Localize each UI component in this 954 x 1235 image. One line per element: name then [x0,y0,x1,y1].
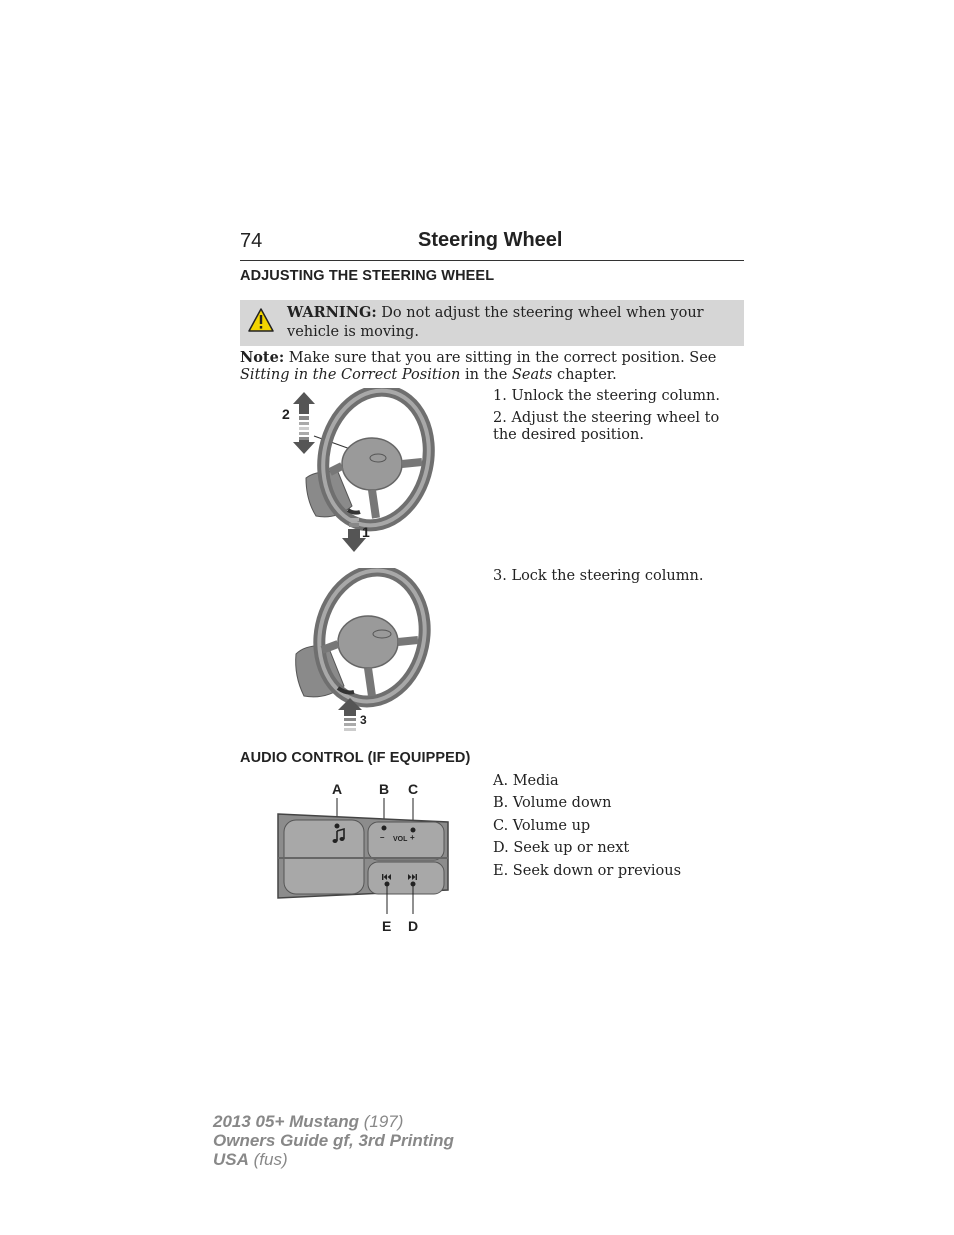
section-heading-audio-control: AUDIO CONTROL (IF EQUIPPED) [240,750,471,766]
footer-code: (197) [359,1112,404,1131]
page-footer [213,1112,454,1169]
step-3: 3. Lock the steering column. [493,568,704,584]
step-1: 1. Unlock the steering column. [493,388,720,404]
note-label: Note: [240,349,285,366]
warning-text [287,303,737,342]
footer-edition: Owners Guide gf, 3rd Printing [213,1131,454,1150]
audio-list-item-media: A. Media [493,773,559,789]
footer-market: USA [213,1150,249,1169]
vol-label: VOL [393,836,408,843]
warning-label: WARNING: [287,304,377,321]
callout-3: 3 [360,713,367,727]
up-arrow-icon [293,392,315,414]
callout-2: 2 [282,406,290,422]
callout-b: B [379,781,390,797]
audio-list-item-volume-down: B. Volume down [493,795,612,811]
note-reference-seats: Seats [511,367,553,383]
chapter-title: Steering Wheel [418,229,563,251]
footer-line-1 [213,1112,454,1131]
footer-model: 2013 05+ Mustang [213,1112,359,1131]
page-number: 74 [240,230,263,252]
footer-line-3 [213,1150,454,1169]
note-text: in the [460,367,512,383]
note-reference-sitting: Sitting in the Correct Position [240,367,461,383]
volume-up-symbol: + [410,833,415,842]
warning-box [240,300,744,346]
warning-triangle-icon [248,308,274,332]
steering-wheel-adjust-figure [276,388,456,556]
section-heading-adjusting: ADJUSTING THE STEERING WHEEL [240,268,495,284]
footer-line-2 [213,1131,454,1150]
step-2: 2. Adjust the steering wheel to the desired position. [493,410,720,443]
callout-a: A [332,781,343,797]
page-header [240,228,744,261]
audio-control-figure [276,778,454,938]
note-paragraph [240,349,744,384]
volume-down-symbol: – [380,833,385,842]
callout-d: D [408,918,419,934]
steering-wheel-lock-figure [276,568,456,734]
down-arrow-icon [293,440,315,454]
note-text: Make sure that you are sitting in the correct position. See [284,350,717,366]
audio-list-item-seek-next: D. Seek up or next [493,840,630,856]
audio-list-item-seek-previous: E. Seek down or previous [493,863,682,879]
callout-c: C [408,781,419,797]
footer-market-code: (fus) [248,1150,288,1169]
warning-body: Do not adjust the steering wheel when your vehicle is moving. [287,305,704,340]
audio-list-item-volume-up: C. Volume up [493,818,591,834]
callout-e: E [382,918,392,934]
note-text: chapter. [552,367,617,383]
callout-1: 1 [362,524,370,540]
